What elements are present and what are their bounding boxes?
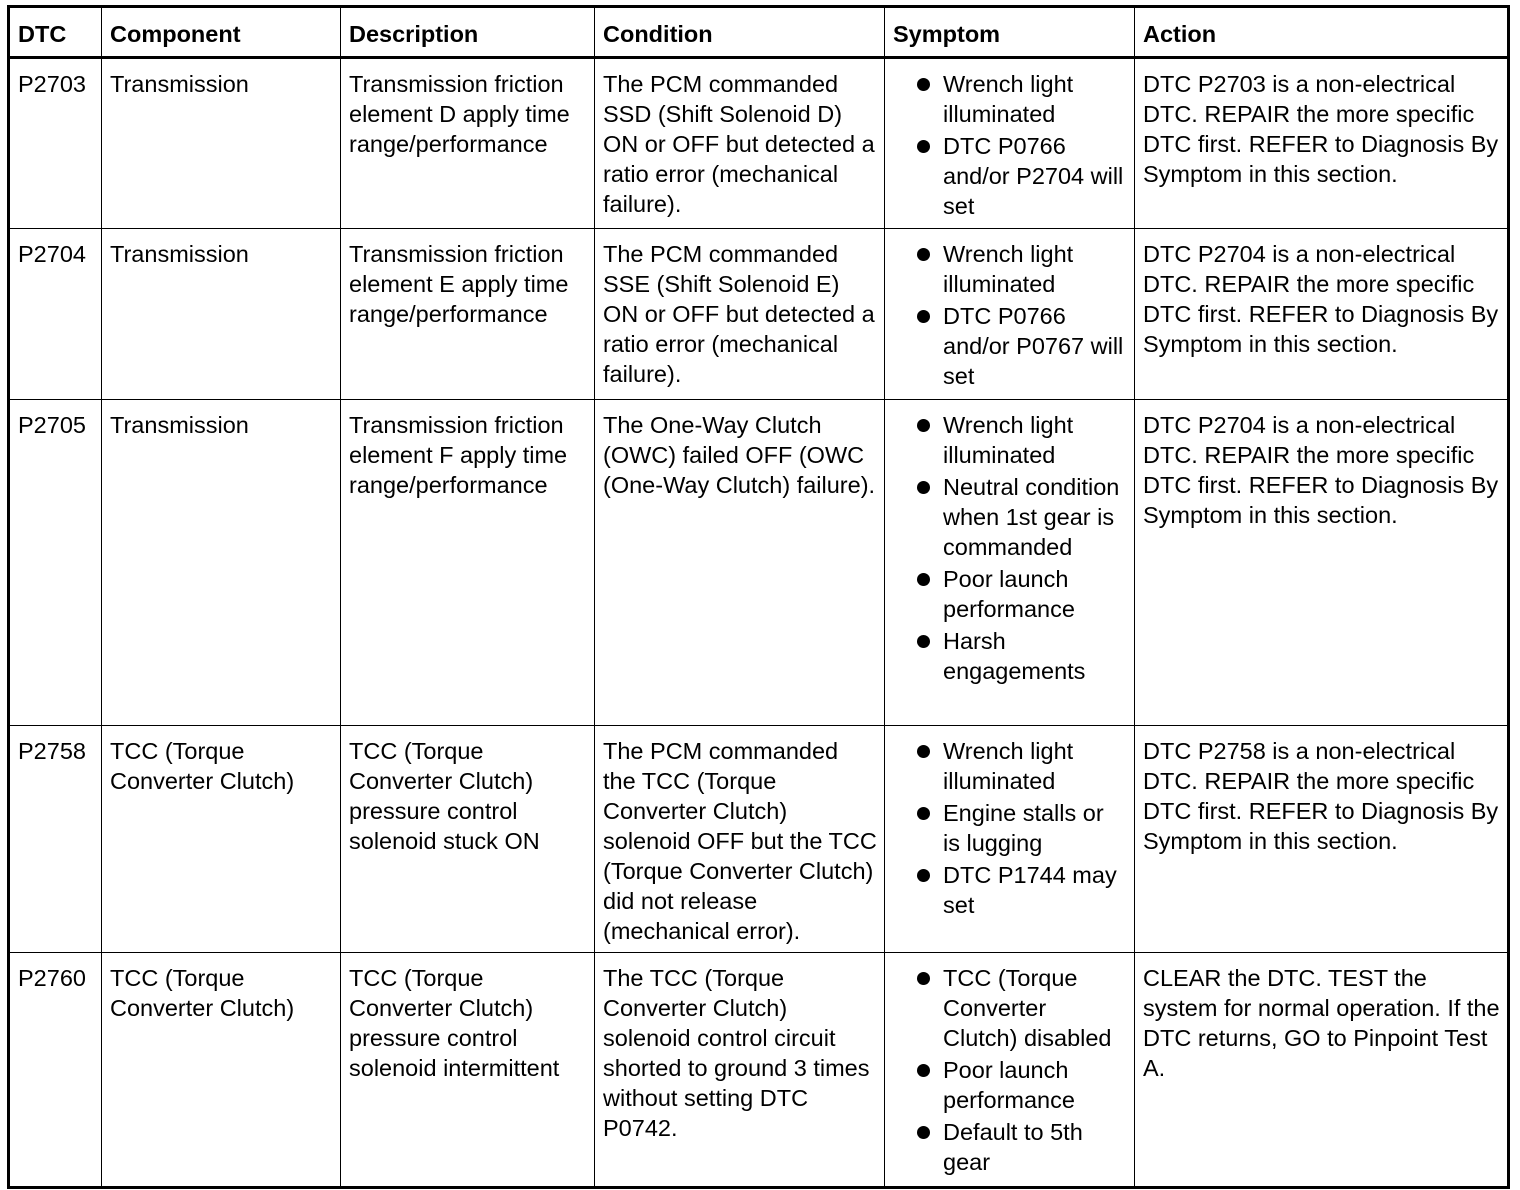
bullet-icon bbox=[917, 481, 930, 494]
table-row bbox=[9, 58, 1509, 229]
bullet-icon bbox=[917, 972, 930, 985]
symptom-text: Poor launch performance bbox=[943, 566, 1075, 622]
header-symptom: Symptom bbox=[885, 7, 1135, 58]
action-cell: DTC P2703 is a non-electrical DTC. REPAIR the more specific DTC first. REFER to Diagnosis By Symptom in this section. bbox=[1135, 58, 1509, 229]
bullet-icon bbox=[917, 1064, 930, 1077]
symptom-item bbox=[893, 239, 1127, 299]
dtc-table bbox=[7, 5, 1510, 1189]
symptom-item bbox=[893, 131, 1127, 221]
description-cell: Transmission friction element F apply time range/performance bbox=[341, 400, 595, 726]
symptom-item bbox=[893, 860, 1127, 920]
action-cell: DTC P2704 is a non-electrical DTC. REPAIR the more specific DTC first. REFER to Diagnosis By Symptom in this section. bbox=[1135, 229, 1509, 400]
header-dtc: DTC bbox=[9, 7, 102, 58]
bullet-icon bbox=[917, 78, 930, 91]
dtc-code: P2758 bbox=[9, 726, 102, 953]
table-body bbox=[9, 58, 1509, 1188]
bullet-icon bbox=[917, 807, 930, 820]
symptom-list bbox=[893, 736, 1127, 920]
header-description: Description bbox=[341, 7, 595, 58]
symptom-item bbox=[893, 69, 1127, 129]
symptom-item bbox=[893, 798, 1127, 858]
symptom-text: Neutral condition when 1st gear is commanded bbox=[943, 474, 1120, 560]
symptom-text: Default to 5th gear bbox=[943, 1119, 1083, 1175]
header-condition: Condition bbox=[595, 7, 885, 58]
component-cell: Transmission bbox=[102, 58, 341, 229]
component-cell: TCC (Torque Converter Clutch) bbox=[102, 726, 341, 953]
table-header bbox=[9, 7, 1509, 58]
bullet-icon bbox=[917, 635, 930, 648]
description-cell: TCC (Torque Converter Clutch) pressure control solenoid intermittent bbox=[341, 953, 595, 1188]
component-cell: Transmission bbox=[102, 229, 341, 400]
condition-cell: The PCM commanded SSD (Shift Solenoid D) ON or OFF but detected a ratio error (mechanical failure). bbox=[595, 58, 885, 229]
symptom-text: Harsh engagements bbox=[943, 628, 1086, 684]
condition-cell: The PCM commanded SSE (Shift Solenoid E) ON or OFF but detected a ratio error (mechanical failure). bbox=[595, 229, 885, 400]
action-cell: CLEAR the DTC. TEST the system for normal operation. If the DTC returns, GO to Pinpoint Test A. bbox=[1135, 953, 1509, 1188]
symptom-item bbox=[893, 410, 1127, 470]
symptom-text: Wrench light illuminated bbox=[943, 412, 1074, 468]
table-row bbox=[9, 726, 1509, 953]
symptom-list bbox=[893, 410, 1127, 686]
symptom-item bbox=[893, 736, 1127, 796]
bullet-icon bbox=[917, 140, 930, 153]
bullet-icon bbox=[917, 419, 930, 432]
bullet-icon bbox=[917, 573, 930, 586]
symptom-text: Engine stalls or is lugging bbox=[943, 800, 1104, 856]
symptom-text: DTC P0766 and/or P0767 will set bbox=[943, 303, 1124, 389]
symptom-item bbox=[893, 963, 1127, 1053]
symptom-cell bbox=[885, 953, 1135, 1188]
symptom-text: DTC P1744 may set bbox=[943, 862, 1117, 918]
condition-cell: The PCM commanded the TCC (Torque Converter Clutch) solenoid OFF but the TCC (Torque Converter Clutch) did not release (mechanical error). bbox=[595, 726, 885, 953]
symptom-item bbox=[893, 564, 1127, 624]
symptom-cell bbox=[885, 726, 1135, 953]
bullet-icon bbox=[917, 869, 930, 882]
symptom-cell bbox=[885, 58, 1135, 229]
symptom-item bbox=[893, 301, 1127, 391]
condition-cell: The One-Way Clutch (OWC) failed OFF (OWC (One-Way Clutch) failure). bbox=[595, 400, 885, 726]
dtc-code: P2703 bbox=[9, 58, 102, 229]
symptom-list bbox=[893, 963, 1127, 1177]
symptom-item bbox=[893, 1055, 1127, 1115]
symptom-text: DTC P0766 and/or P2704 will set bbox=[943, 133, 1124, 219]
header-action: Action bbox=[1135, 7, 1509, 58]
header-component: Component bbox=[102, 7, 341, 58]
bullet-icon bbox=[917, 310, 930, 323]
symptom-list bbox=[893, 69, 1127, 221]
symptom-cell bbox=[885, 400, 1135, 726]
description-cell: Transmission friction element D apply time range/performance bbox=[341, 58, 595, 229]
dtc-code: P2760 bbox=[9, 953, 102, 1188]
symptom-item bbox=[893, 472, 1127, 562]
action-cell: DTC P2704 is a non-electrical DTC. REPAIR the more specific DTC first. REFER to Diagnosis By Symptom in this section. bbox=[1135, 400, 1509, 726]
component-cell: TCC (Torque Converter Clutch) bbox=[102, 953, 341, 1188]
bullet-icon bbox=[917, 248, 930, 261]
symptom-list bbox=[893, 239, 1127, 391]
action-cell: DTC P2758 is a non-electrical DTC. REPAIR the more specific DTC first. REFER to Diagnosis By Symptom in this section. bbox=[1135, 726, 1509, 953]
symptom-text: TCC (Torque Converter Clutch) disabled bbox=[943, 965, 1112, 1051]
table-row bbox=[9, 953, 1509, 1188]
bullet-icon bbox=[917, 1126, 930, 1139]
dtc-code: P2705 bbox=[9, 400, 102, 726]
symptom-text: Poor launch performance bbox=[943, 1057, 1075, 1113]
dtc-code: P2704 bbox=[9, 229, 102, 400]
bullet-icon bbox=[917, 745, 930, 758]
symptom-item bbox=[893, 626, 1127, 686]
symptom-item bbox=[893, 1117, 1127, 1177]
description-cell: TCC (Torque Converter Clutch) pressure control solenoid stuck ON bbox=[341, 726, 595, 953]
header-row bbox=[9, 7, 1509, 58]
symptom-text: Wrench light illuminated bbox=[943, 738, 1074, 794]
table-row bbox=[9, 229, 1509, 400]
symptom-text: Wrench light illuminated bbox=[943, 241, 1074, 297]
symptom-cell bbox=[885, 229, 1135, 400]
symptom-text: Wrench light illuminated bbox=[943, 71, 1074, 127]
condition-cell: The TCC (Torque Converter Clutch) solenoid control circuit shorted to ground 3 times without setting DTC P0742. bbox=[595, 953, 885, 1188]
table-row bbox=[9, 400, 1509, 726]
description-cell: Transmission friction element E apply time range/performance bbox=[341, 229, 595, 400]
component-cell: Transmission bbox=[102, 400, 341, 726]
